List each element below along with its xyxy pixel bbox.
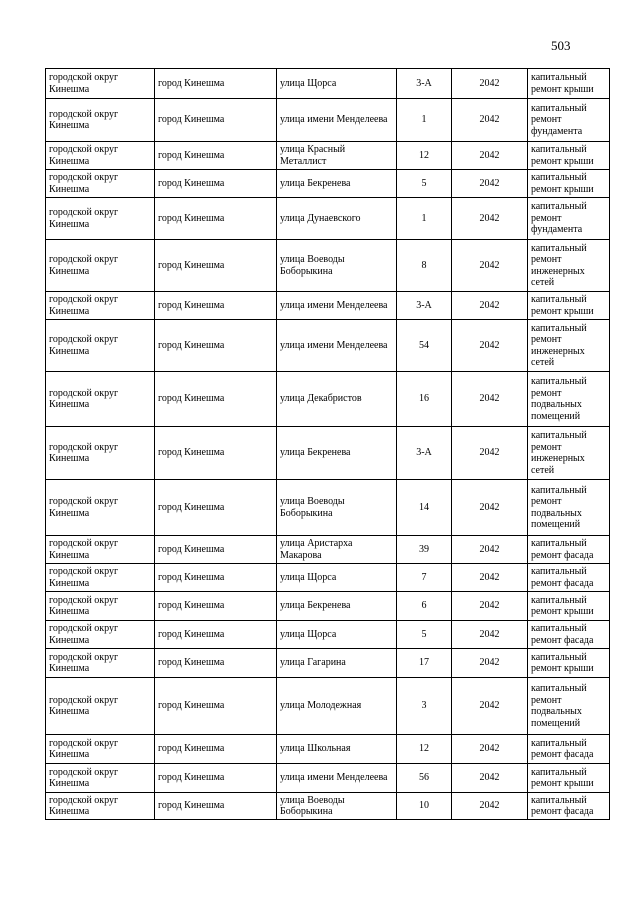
table-row xyxy=(46,198,610,240)
table-row xyxy=(46,536,610,564)
work-type-cell: капитальный ремонт фундамента xyxy=(528,198,610,240)
municipality-cell: городской округ Кинешма xyxy=(46,69,155,99)
street-cell: улица имени Менделеева xyxy=(277,320,397,372)
table-row xyxy=(46,427,610,480)
house-cell: 54 xyxy=(397,320,452,372)
municipality-cell: городской округ Кинешма xyxy=(46,564,155,592)
year-cell: 2042 xyxy=(452,240,528,292)
municipality-cell: городской округ Кинешма xyxy=(46,793,155,820)
house-cell: 39 xyxy=(397,536,452,564)
settlement-cell: город Кинешма xyxy=(155,69,277,99)
year-cell: 2042 xyxy=(452,480,528,536)
table-row xyxy=(46,621,610,649)
house-cell: 12 xyxy=(397,142,452,170)
settlement-cell: город Кинешма xyxy=(155,735,277,764)
year-cell: 2042 xyxy=(452,621,528,649)
settlement-cell: город Кинешма xyxy=(155,678,277,735)
house-cell: 56 xyxy=(397,764,452,793)
work-type-cell: капитальный ремонт крыши xyxy=(528,592,610,621)
municipality-cell: городской округ Кинешма xyxy=(46,480,155,536)
municipality-cell: городской округ Кинешма xyxy=(46,735,155,764)
street-cell: улица Школьная xyxy=(277,735,397,764)
house-cell: 3 xyxy=(397,678,452,735)
house-cell: 1 xyxy=(397,99,452,142)
house-cell: 3-А xyxy=(397,427,452,480)
year-cell: 2042 xyxy=(452,99,528,142)
municipality-cell: городской округ Кинешма xyxy=(46,621,155,649)
work-type-cell: капитальный ремонт подвальных помещений xyxy=(528,480,610,536)
settlement-cell: город Кинешма xyxy=(155,764,277,793)
settlement-cell: город Кинешма xyxy=(155,99,277,142)
street-cell: улица имени Менделеева xyxy=(277,99,397,142)
work-type-cell: капитальный ремонт инженерных сетей xyxy=(528,320,610,372)
street-cell: улица Красный Металлист xyxy=(277,142,397,170)
street-cell: улица Бекренева xyxy=(277,592,397,621)
year-cell: 2042 xyxy=(452,198,528,240)
street-cell: улица Бекренева xyxy=(277,170,397,198)
work-type-cell: капитальный ремонт подвальных помещений xyxy=(528,372,610,427)
table-row xyxy=(46,99,610,142)
street-cell: улица Щорса xyxy=(277,621,397,649)
settlement-cell: город Кинешма xyxy=(155,427,277,480)
table-row xyxy=(46,649,610,678)
table-row xyxy=(46,592,610,621)
year-cell: 2042 xyxy=(452,735,528,764)
table-row xyxy=(46,69,610,99)
year-cell: 2042 xyxy=(452,536,528,564)
table-row xyxy=(46,320,610,372)
municipality-cell: городской округ Кинешма xyxy=(46,292,155,320)
house-cell: 14 xyxy=(397,480,452,536)
house-cell: 17 xyxy=(397,649,452,678)
table-row xyxy=(46,793,610,820)
settlement-cell: город Кинешма xyxy=(155,793,277,820)
municipality-cell: городской округ Кинешма xyxy=(46,142,155,170)
street-cell: улица Воеводы Боборыкина xyxy=(277,793,397,820)
settlement-cell: город Кинешма xyxy=(155,480,277,536)
municipality-cell: городской округ Кинешма xyxy=(46,592,155,621)
municipality-cell: городской округ Кинешма xyxy=(46,320,155,372)
settlement-cell: город Кинешма xyxy=(155,320,277,372)
table-row xyxy=(46,735,610,764)
street-cell: улица Бекренева xyxy=(277,427,397,480)
table-row xyxy=(46,480,610,536)
table-row xyxy=(46,678,610,735)
table-body xyxy=(46,69,610,820)
work-type-cell: капитальный ремонт фасада xyxy=(528,564,610,592)
work-type-cell: капитальный ремонт подвальных помещений xyxy=(528,678,610,735)
street-cell: улица Воеводы Боборыкина xyxy=(277,240,397,292)
settlement-cell: город Кинешма xyxy=(155,536,277,564)
house-cell: 12 xyxy=(397,735,452,764)
house-cell: 8 xyxy=(397,240,452,292)
table-row xyxy=(46,170,610,198)
work-type-cell: капитальный ремонт фундамента xyxy=(528,99,610,142)
table-row xyxy=(46,240,610,292)
municipality-cell: городской округ Кинешма xyxy=(46,649,155,678)
settlement-cell: город Кинешма xyxy=(155,292,277,320)
year-cell: 2042 xyxy=(452,678,528,735)
house-cell: 6 xyxy=(397,592,452,621)
municipality-cell: городской округ Кинешма xyxy=(46,240,155,292)
street-cell: улица Аристарха Макарова xyxy=(277,536,397,564)
year-cell: 2042 xyxy=(452,372,528,427)
year-cell: 2042 xyxy=(452,170,528,198)
house-cell: 5 xyxy=(397,621,452,649)
table-row xyxy=(46,764,610,793)
street-cell: улица имени Менделеева xyxy=(277,764,397,793)
work-type-cell: капитальный ремонт крыши xyxy=(528,649,610,678)
table-row xyxy=(46,292,610,320)
street-cell: улица имени Менделеева xyxy=(277,292,397,320)
settlement-cell: город Кинешма xyxy=(155,649,277,678)
street-cell: улица Молодежная xyxy=(277,678,397,735)
municipality-cell: городской округ Кинешма xyxy=(46,764,155,793)
municipality-cell: городской округ Кинешма xyxy=(46,372,155,427)
settlement-cell: город Кинешма xyxy=(155,564,277,592)
work-type-cell: капитальный ремонт крыши xyxy=(528,764,610,793)
settlement-cell: город Кинешма xyxy=(155,372,277,427)
house-cell: 3-А xyxy=(397,69,452,99)
work-type-cell: капитальный ремонт фасада xyxy=(528,735,610,764)
house-cell: 3-А xyxy=(397,292,452,320)
house-cell: 10 xyxy=(397,793,452,820)
table-row xyxy=(46,564,610,592)
year-cell: 2042 xyxy=(452,649,528,678)
page-number: 503 xyxy=(551,38,571,53)
year-cell: 2042 xyxy=(452,764,528,793)
year-cell: 2042 xyxy=(452,592,528,621)
work-type-cell: капитальный ремонт крыши xyxy=(528,292,610,320)
year-cell: 2042 xyxy=(452,793,528,820)
year-cell: 2042 xyxy=(452,142,528,170)
work-type-cell: капитальный ремонт инженерных сетей xyxy=(528,427,610,480)
work-type-cell: капитальный ремонт фасада xyxy=(528,536,610,564)
work-type-cell: капитальный ремонт фасада xyxy=(528,621,610,649)
street-cell: улица Декабристов xyxy=(277,372,397,427)
work-type-cell: капитальный ремонт фасада xyxy=(528,793,610,820)
work-type-cell: капитальный ремонт крыши xyxy=(528,170,610,198)
year-cell: 2042 xyxy=(452,69,528,99)
house-cell: 7 xyxy=(397,564,452,592)
street-cell: улица Дунаевского xyxy=(277,198,397,240)
work-type-cell: капитальный ремонт крыши xyxy=(528,69,610,99)
table-row xyxy=(46,372,610,427)
settlement-cell: город Кинешма xyxy=(155,592,277,621)
street-cell: улица Щорса xyxy=(277,69,397,99)
year-cell: 2042 xyxy=(452,292,528,320)
settlement-cell: город Кинешма xyxy=(155,621,277,649)
municipality-cell: городской округ Кинешма xyxy=(46,170,155,198)
year-cell: 2042 xyxy=(452,427,528,480)
house-cell: 5 xyxy=(397,170,452,198)
street-cell: улица Гагарина xyxy=(277,649,397,678)
settlement-cell: город Кинешма xyxy=(155,170,277,198)
municipality-cell: городской округ Кинешма xyxy=(46,427,155,480)
settlement-cell: город Кинешма xyxy=(155,198,277,240)
municipality-cell: городской округ Кинешма xyxy=(46,99,155,142)
municipality-cell: городской округ Кинешма xyxy=(46,198,155,240)
house-cell: 16 xyxy=(397,372,452,427)
table-row xyxy=(46,142,610,170)
work-type-cell: капитальный ремонт крыши xyxy=(528,142,610,170)
settlement-cell: город Кинешма xyxy=(155,240,277,292)
repair-schedule-table xyxy=(45,68,610,820)
year-cell: 2042 xyxy=(452,564,528,592)
settlement-cell: город Кинешма xyxy=(155,142,277,170)
street-cell: улица Воеводы Боборыкина xyxy=(277,480,397,536)
work-type-cell: капитальный ремонт инженерных сетей xyxy=(528,240,610,292)
municipality-cell: городской округ Кинешма xyxy=(46,536,155,564)
year-cell: 2042 xyxy=(452,320,528,372)
street-cell: улица Щорса xyxy=(277,564,397,592)
municipality-cell: городской округ Кинешма xyxy=(46,678,155,735)
house-cell: 1 xyxy=(397,198,452,240)
